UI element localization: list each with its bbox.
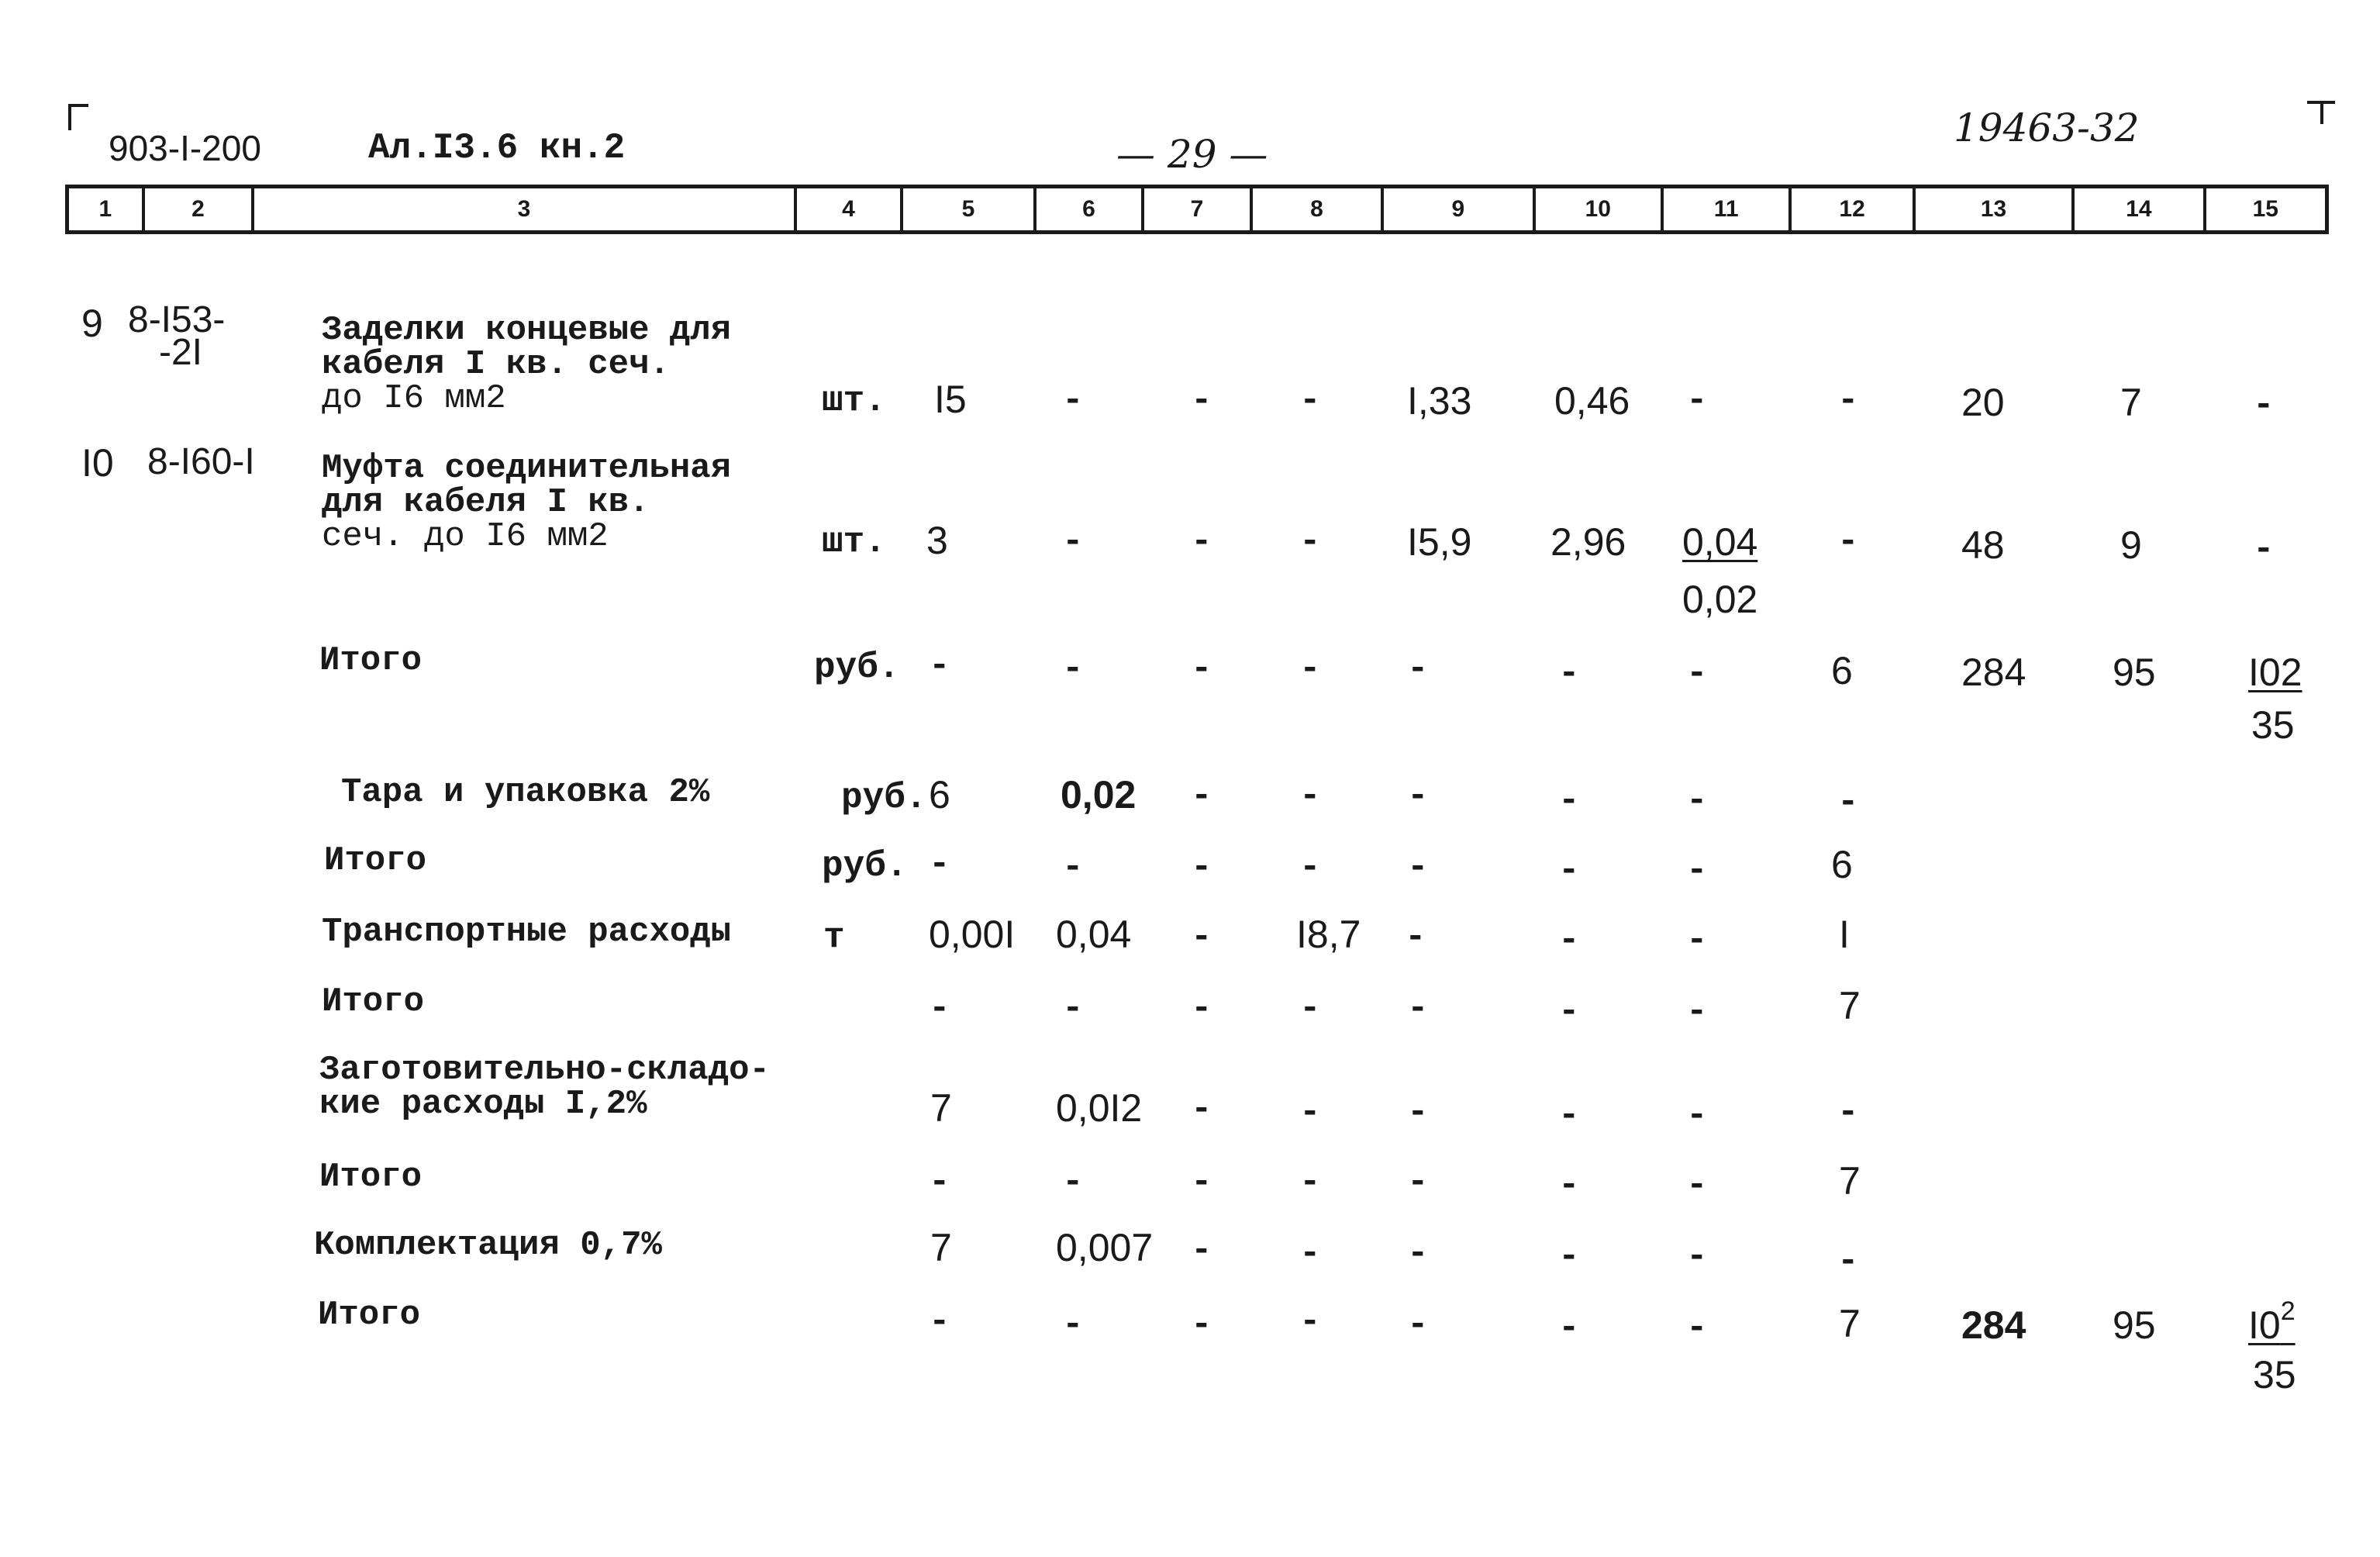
cell-col6: - (1062, 1162, 1084, 1203)
total-label: Итого (319, 1158, 423, 1196)
total-label-line: кие расходы I,2% (319, 1085, 647, 1124)
cell-col13: 48 (1961, 523, 2005, 567)
cell-col10: - (1558, 654, 1580, 694)
cell-col11: - (1686, 654, 1708, 694)
cell-col10: - (1558, 1096, 1580, 1136)
cell-col8: - (1299, 1162, 1321, 1203)
cell-col6: 0,02 (1061, 773, 1137, 816)
unit: шт. (822, 381, 886, 421)
total-label (319, 1051, 770, 1124)
cell-col5: - (929, 1162, 950, 1203)
cell-col7: - (1191, 1231, 1212, 1271)
item-number: I0 (81, 441, 114, 485)
column-number: 15 (2252, 196, 2278, 222)
cell-col8: - (1299, 776, 1321, 816)
total-label: Итого (318, 1296, 421, 1334)
total-label: Тара и упаковка 2% (341, 773, 710, 812)
cell-col6: 0,007 (1056, 1226, 1154, 1269)
cell-col9: - (1405, 917, 1426, 958)
cell-col5: 7 (930, 1086, 952, 1130)
cell-col15-lower: 35 (2251, 703, 2295, 747)
page-number: — 29 — (1116, 132, 1268, 177)
cell-col8: - (1299, 649, 1321, 689)
cell-col9: - (1407, 776, 1429, 816)
cell-col8: - (1299, 848, 1321, 888)
cell-col10: - (1558, 920, 1580, 961)
cell-col10: - (1558, 1237, 1580, 1277)
cell-col8: I8,7 (1296, 913, 1361, 956)
item-name-line: Муфта соединительная (322, 449, 732, 488)
cell-col11: - (1686, 851, 1708, 891)
cell-col12: - (1837, 1093, 1859, 1133)
column-number-bar (65, 185, 2329, 234)
item-number: 9 (81, 302, 103, 345)
cell-col11: - (1686, 381, 1708, 421)
cell-col14: 95 (2113, 1303, 2156, 1347)
item-name-line: кабеля I кв. сеч. (322, 345, 670, 384)
item-name-line: для кабеля I кв. (322, 483, 650, 522)
column-number: 1 (69, 188, 145, 230)
cell-col6: - (1062, 381, 1084, 421)
album-number: Ал.I3.6 кн.2 (368, 128, 626, 168)
column-number: 5 (903, 188, 1036, 230)
cell-col8: - (1299, 522, 1321, 562)
cell-col10: - (1558, 1308, 1580, 1348)
cell-col11: - (1686, 992, 1708, 1032)
column-number: 14 (2075, 188, 2206, 230)
corner-mark-right-stem (2320, 101, 2323, 124)
cell-col12: - (1837, 381, 1859, 421)
cell-col12: 7 (1839, 1302, 1861, 1345)
item-code-line: -2I (159, 332, 203, 373)
cell-col12: - (1837, 522, 1859, 562)
cell-col15-upper-base: I0 (2248, 1303, 2281, 1347)
cell-col5: - (929, 844, 950, 885)
cell-col11: - (1686, 1096, 1708, 1136)
cell-col9: I5,9 (1407, 520, 1472, 564)
cell-col11: - (1686, 920, 1708, 961)
cell-col7: - (1191, 381, 1212, 421)
cell-col12: 6 (1831, 649, 1853, 692)
cell-col9: - (1407, 848, 1429, 888)
cell-col5: - (929, 989, 950, 1029)
total-label-line: Заготовительно-складо- (319, 1051, 770, 1089)
column-number: 6 (1037, 188, 1145, 230)
cell-col11: 0,04 (1682, 520, 1758, 564)
column-number: 9 (1384, 188, 1535, 230)
cell-col9: - (1407, 649, 1429, 689)
cell-col10: - (1558, 781, 1580, 821)
cell-col14: 9 (2120, 523, 2142, 567)
cell-col9: - (1407, 1234, 1429, 1274)
column-number: 11 (1664, 188, 1792, 230)
column-number: 12 (1792, 188, 1915, 230)
cell-col8: - (1299, 1093, 1321, 1133)
cell-col7: - (1191, 848, 1212, 888)
cell-col9: - (1407, 989, 1429, 1029)
cell-col6: - (1062, 649, 1084, 689)
cell-col11: - (1686, 1308, 1708, 1348)
cell-col8: - (1299, 1302, 1321, 1342)
cell-col7: - (1191, 776, 1212, 816)
cell-col5: 6 (929, 773, 950, 816)
cell-col6: - (1062, 989, 1084, 1029)
cell-col11: - (1686, 1165, 1708, 1206)
cell-col10: - (1558, 992, 1580, 1032)
cell-col5: 3 (926, 519, 948, 562)
cell-col7: - (1191, 649, 1212, 689)
cell-col12: I (1839, 913, 1850, 956)
cell-col8: - (1299, 381, 1321, 421)
column-number: 2 (145, 188, 255, 230)
cell-col5: - (929, 646, 950, 686)
item-code-line: 8-I53- (128, 299, 226, 340)
cell-col9: - (1407, 1162, 1429, 1203)
total-label: Транспортные расходы (322, 913, 732, 951)
cell-col9: I,33 (1407, 379, 1472, 423)
column-number: 8 (1253, 188, 1384, 230)
unit: руб. (822, 846, 908, 886)
unit: руб. (814, 647, 900, 688)
cell-col14: 7 (2120, 381, 2142, 424)
cell-col10: - (1558, 1165, 1580, 1206)
cell-col7: - (1191, 1305, 1212, 1345)
cell-col13: 284 (1961, 1303, 2026, 1347)
cell-col12: - (1837, 782, 1859, 823)
cell-col5: - (929, 1302, 950, 1342)
total-label: Итого (324, 841, 427, 880)
unit: шт. (822, 522, 886, 562)
cell-col9: - (1407, 1093, 1429, 1133)
total-label: Итого (319, 641, 423, 680)
cell-col10: 2,96 (1550, 520, 1626, 564)
cell-col15: - (2253, 530, 2275, 570)
total-label: Итого (322, 982, 425, 1021)
cell-col12: - (1837, 1241, 1859, 1282)
total-label: Комплектация 0,7% (314, 1226, 662, 1265)
cell-col7: - (1191, 917, 1212, 958)
cell-col11: - (1686, 1237, 1708, 1277)
cell-col12: 7 (1839, 1159, 1861, 1203)
cell-col15-upper-superscript: 2 (2280, 1296, 2295, 1326)
cell-col6: - (1062, 848, 1084, 888)
cell-col15: - (2253, 385, 2275, 426)
item-code-line: 8-I60-I (147, 441, 255, 482)
unit: руб. (841, 778, 927, 818)
cell-col12: 7 (1839, 984, 1861, 1027)
cell-col8: - (1299, 1234, 1321, 1274)
column-number: 7 (1144, 188, 1253, 230)
item-name-line: сеч. до I6 мм2 (322, 517, 609, 556)
item-name-line: до I6 мм2 (322, 379, 506, 418)
cell-col11-lower: 0,02 (1682, 578, 1758, 621)
cell-col6: - (1062, 1305, 1084, 1345)
document-code: 903-I-200 (109, 128, 261, 168)
cell-col10: - (1558, 851, 1580, 891)
cell-col5: 7 (930, 1226, 952, 1269)
item-name-line: Заделки концевые для (322, 311, 732, 350)
unit: т (823, 917, 845, 958)
doc-number: 19463-32 (1954, 105, 2140, 150)
cell-col13: 20 (1961, 381, 2005, 424)
item-code (128, 299, 226, 373)
cell-col7: - (1191, 1089, 1212, 1130)
cell-col8: - (1299, 989, 1321, 1029)
corner-mark-left (68, 104, 88, 130)
cell-col6: - (1062, 522, 1084, 562)
cell-col15-lower: 35 (2253, 1353, 2296, 1396)
cell-col9: - (1407, 1305, 1429, 1345)
cell-col14: 95 (2113, 651, 2156, 694)
cell-col7: - (1191, 989, 1212, 1029)
cell-col6: 0,0I2 (1056, 1086, 1143, 1130)
column-number: 10 (1536, 188, 1664, 230)
cell-col6: 0,04 (1056, 913, 1132, 956)
item-name (322, 451, 731, 554)
cell-col10: 0,46 (1554, 379, 1630, 423)
cell-col13: 284 (1961, 651, 2026, 694)
cell-col15-upper (2248, 1296, 2295, 1347)
column-number: 13 (1916, 188, 2075, 230)
cell-col12: 6 (1831, 843, 1853, 886)
cell-col11: - (1686, 781, 1708, 821)
cell-col15-upper: I02 (2248, 651, 2302, 694)
column-number: 4 (797, 188, 904, 230)
cell-col7: - (1191, 1162, 1212, 1203)
cell-col5: 0,00I (929, 913, 1016, 956)
item-name (322, 313, 731, 416)
column-number: 3 (254, 188, 797, 230)
cell-col7: - (1191, 522, 1212, 562)
cell-col5: I5 (934, 378, 967, 421)
